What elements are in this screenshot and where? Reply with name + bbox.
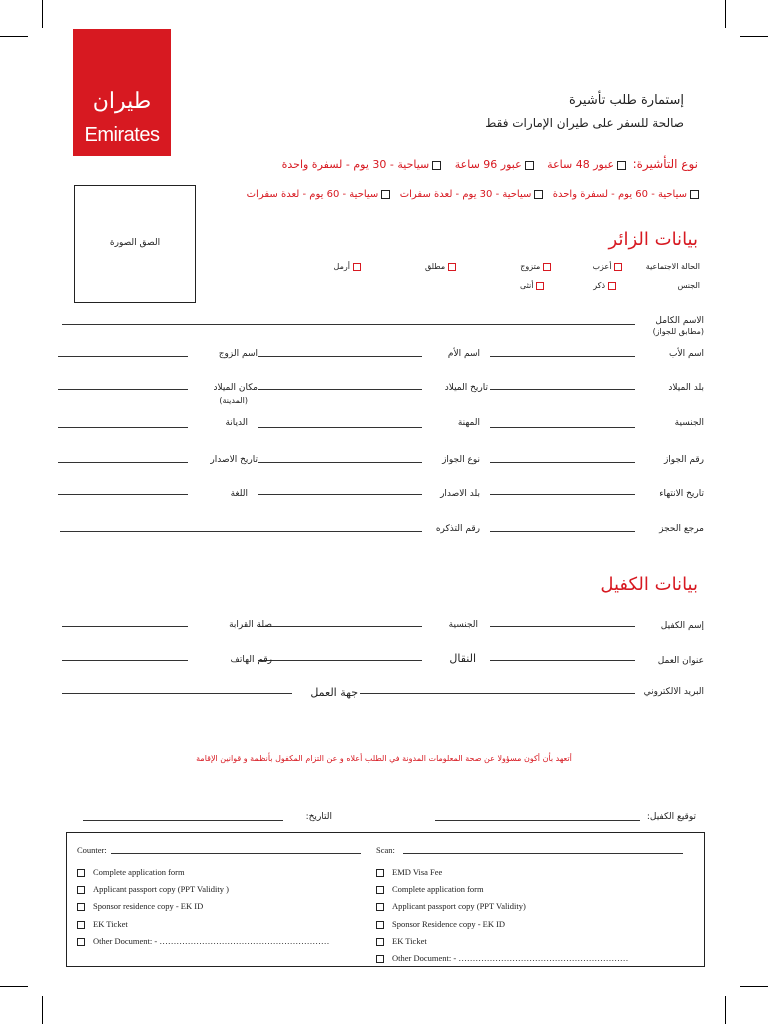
- visa-tourist-30-multi-checkbox[interactable]: [534, 190, 543, 199]
- single-checkbox[interactable]: [614, 263, 622, 271]
- checklist-label: Complete application form: [392, 884, 484, 895]
- passport-type-field[interactable]: [258, 462, 422, 463]
- checkbox[interactable]: [376, 938, 384, 946]
- expiry-date-label: تاريخ الانتهاء: [659, 489, 704, 499]
- checklist-label: EMD Visa Fee: [392, 867, 443, 877]
- nationality-field[interactable]: [490, 427, 635, 428]
- employer-field[interactable]: [62, 693, 292, 694]
- checkbox[interactable]: [376, 921, 384, 929]
- passport-number-field[interactable]: [490, 462, 635, 463]
- issue-country-field[interactable]: [258, 494, 422, 495]
- checklist-item[interactable]: [77, 898, 329, 915]
- logo-glyph: ﻃﻴﺮﺍﻥ: [92, 89, 152, 114]
- language-field[interactable]: [58, 494, 188, 495]
- scan-checklist: [376, 864, 628, 967]
- visa-option: سياحية - 30 يوم - لعدة سفرات: [399, 189, 532, 200]
- checklist-item[interactable]: [77, 881, 329, 898]
- employer-label: جهة العمل: [310, 686, 358, 699]
- crop-mark: [0, 36, 28, 37]
- birth-place-field[interactable]: [58, 389, 188, 390]
- visa-type-label: نوع التأشيرة:: [632, 157, 698, 171]
- date-label: التاريخ:: [305, 812, 332, 822]
- issue-country-label: بلد الاصدار: [440, 489, 480, 499]
- sponsor-name-field[interactable]: [490, 626, 635, 627]
- father-name-label: اسم الأب: [669, 349, 704, 359]
- checklist-label: Applicant passport copy (PPT Validity): [392, 901, 526, 912]
- passport-type-label: نوع الجواز: [442, 455, 480, 465]
- crop-mark: [42, 996, 43, 1024]
- full-name-note: (مطابق للجواز): [652, 327, 704, 336]
- checklist-item[interactable]: [376, 864, 628, 881]
- crop-mark: [740, 986, 768, 987]
- visa-option: عبور 96 ساعة: [454, 158, 522, 171]
- married-checkbox[interactable]: [543, 263, 551, 271]
- checklist-item[interactable]: [376, 950, 628, 967]
- crop-mark: [740, 36, 768, 37]
- scan-field[interactable]: [403, 853, 683, 854]
- spouse-name-field[interactable]: [58, 356, 188, 357]
- marital-status-row: [334, 262, 700, 271]
- male-checkbox[interactable]: [608, 282, 616, 290]
- religion-label: الديانة: [225, 418, 248, 428]
- relation-field[interactable]: [62, 626, 188, 627]
- issue-date-label: تاريخ الاصدار: [210, 455, 258, 465]
- checklist-label: EK Ticket: [392, 935, 427, 946]
- crop-mark: [725, 0, 726, 28]
- visa-tourist-30-single-checkbox[interactable]: [432, 161, 441, 170]
- visa-option: سياحية - 60 يوم - لسفرة واحدة: [552, 189, 687, 200]
- checklist-item[interactable]: [77, 864, 329, 881]
- checkbox[interactable]: [376, 869, 384, 877]
- checkbox[interactable]: [376, 886, 384, 894]
- checklist-item[interactable]: [77, 933, 329, 950]
- gender-label: الجنس: [677, 281, 700, 290]
- visitor-heading: بيانات الزائر: [608, 229, 698, 250]
- work-address-field[interactable]: [490, 660, 635, 661]
- checklist-item[interactable]: [376, 898, 628, 915]
- option-label: أنثى: [519, 281, 534, 290]
- birth-country-label: بلد الميلاد: [668, 383, 704, 393]
- photo-box[interactable]: [74, 185, 196, 303]
- mother-name-field[interactable]: [258, 356, 422, 357]
- birth-country-field[interactable]: [490, 389, 635, 390]
- visa-option: عبور 48 ساعة: [547, 158, 615, 171]
- father-name-field[interactable]: [490, 356, 635, 357]
- crop-mark: [725, 996, 726, 1024]
- option-label: متزوج: [520, 262, 541, 271]
- checklist-item[interactable]: [376, 933, 628, 950]
- passport-number-label: رقم الجواز: [663, 455, 704, 465]
- sponsor-signature-field[interactable]: [435, 820, 640, 821]
- option-label: مطلق: [424, 262, 446, 271]
- profession-label: المهنة: [457, 418, 480, 428]
- sponsor-name-label: إسم الكفيل: [660, 621, 704, 631]
- phone-label: رقم الهاتف: [230, 655, 272, 665]
- declaration-text: أتعهد بأن أكون مسؤولا عن صحة المعلومات المدونة في الطلب أعلاه و عن التزام المكفول بأنظمة و قوانين الإقامة: [196, 754, 572, 763]
- spouse-name-label: اسم الزوج: [218, 349, 258, 359]
- counter-checklist: [77, 864, 329, 950]
- visa-type-row-1: [282, 157, 698, 171]
- option-label: أرمل: [333, 262, 350, 271]
- expiry-date-field[interactable]: [490, 494, 635, 495]
- ticket-number-field[interactable]: [60, 531, 422, 532]
- booking-reference-label: مرجع الحجز: [659, 524, 704, 534]
- visa-option: سياحية - 60 يوم - لعدة سفرات: [246, 189, 379, 200]
- date-field[interactable]: [83, 820, 283, 821]
- birth-date-field[interactable]: [258, 389, 422, 390]
- religion-field[interactable]: [58, 427, 188, 428]
- gender-row: [520, 281, 700, 290]
- work-address-label: عنوان العمل: [657, 656, 704, 666]
- sponsor-heading: بيانات الكفيل: [600, 574, 698, 595]
- birth-place-label: مكان الميلاد: [213, 383, 258, 393]
- counter-field[interactable]: [111, 853, 361, 854]
- profession-field[interactable]: [258, 427, 422, 428]
- nationality-label: الجنسية: [674, 418, 704, 428]
- relation-label: صلة القرابة: [229, 620, 272, 630]
- photo-label: الصق الصورة: [109, 238, 161, 248]
- birth-date-label: تاريخ الميلاد: [444, 383, 488, 393]
- form-subtitle: صالحة للسفر على طيران الإمارات فقط: [485, 116, 684, 130]
- checklist-label: Sponsor residence copy - EK ID: [93, 901, 204, 912]
- option-label: ذكر: [593, 281, 606, 290]
- crop-mark: [0, 986, 28, 987]
- checklist-label: Sponsor Residence copy - EK ID: [392, 918, 506, 929]
- checkbox[interactable]: [77, 886, 85, 894]
- booking-reference-field[interactable]: [490, 531, 635, 532]
- visa-tourist-60-single-checkbox[interactable]: [690, 190, 699, 199]
- language-label: اللغة: [230, 489, 248, 499]
- logo-text: Emirates: [84, 124, 160, 146]
- visa-transit-96-checkbox[interactable]: [525, 161, 534, 170]
- mother-name-label: اسم الأم: [447, 349, 480, 359]
- checklist-label: EK Ticket: [93, 918, 128, 929]
- full-name-field[interactable]: [62, 324, 635, 325]
- widowed-checkbox[interactable]: [353, 263, 361, 271]
- issue-date-field[interactable]: [58, 462, 188, 463]
- option-label: أعزب: [592, 262, 612, 271]
- checkbox[interactable]: [77, 903, 85, 911]
- checklist-item[interactable]: [376, 881, 628, 898]
- checkbox[interactable]: [376, 955, 384, 963]
- emirates-logo: [73, 29, 171, 156]
- checklist-item[interactable]: [77, 916, 329, 933]
- checklist-item[interactable]: [376, 916, 628, 933]
- checkbox[interactable]: [77, 869, 85, 877]
- email-field[interactable]: [360, 693, 635, 694]
- phone-field[interactable]: [62, 660, 188, 661]
- checklist-label: Other Document: - ……………………………………………………: [392, 953, 629, 964]
- divorced-checkbox[interactable]: [448, 263, 456, 271]
- checkbox[interactable]: [376, 903, 384, 911]
- email-label: البريد الالكتروني: [643, 687, 704, 697]
- checklist-label: Applicant passport copy (PPT Validity ): [93, 884, 229, 895]
- visa-transit-48-checkbox[interactable]: [617, 161, 626, 170]
- sponsor-nationality-field[interactable]: [258, 626, 422, 627]
- form-title: إستمارة طلب تأشيرة: [568, 93, 684, 108]
- visa-tourist-60-multi-checkbox[interactable]: [381, 190, 390, 199]
- visa-option: سياحية - 30 يوم - لسفرة واحدة: [281, 158, 430, 171]
- sponsor-nationality-label: الجنسية: [448, 620, 478, 630]
- birth-place-note: (المدينة): [219, 396, 248, 405]
- scan-label: Scan:: [376, 845, 395, 855]
- full-name-label: الاسم الكامل: [655, 316, 704, 326]
- checklist-label: Complete application form: [93, 867, 185, 877]
- marital-status-label: الحالة الاجتماعية: [645, 262, 700, 271]
- counter-label: Counter:: [77, 845, 107, 855]
- crop-mark: [42, 0, 43, 28]
- ticket-number-label: رقم التذكره: [435, 524, 480, 534]
- office-use-box: [66, 832, 705, 967]
- sponsor-signature-label: توقيع الكفيل:: [646, 812, 696, 822]
- visa-type-row-2: [247, 189, 702, 200]
- mobile-field[interactable]: [258, 660, 422, 661]
- female-checkbox[interactable]: [536, 282, 544, 290]
- mobile-label: النقال: [449, 652, 476, 665]
- checkbox[interactable]: [77, 921, 85, 929]
- checklist-label: Other Document: - ……………………………………………………: [93, 935, 330, 946]
- checkbox[interactable]: [77, 938, 85, 946]
